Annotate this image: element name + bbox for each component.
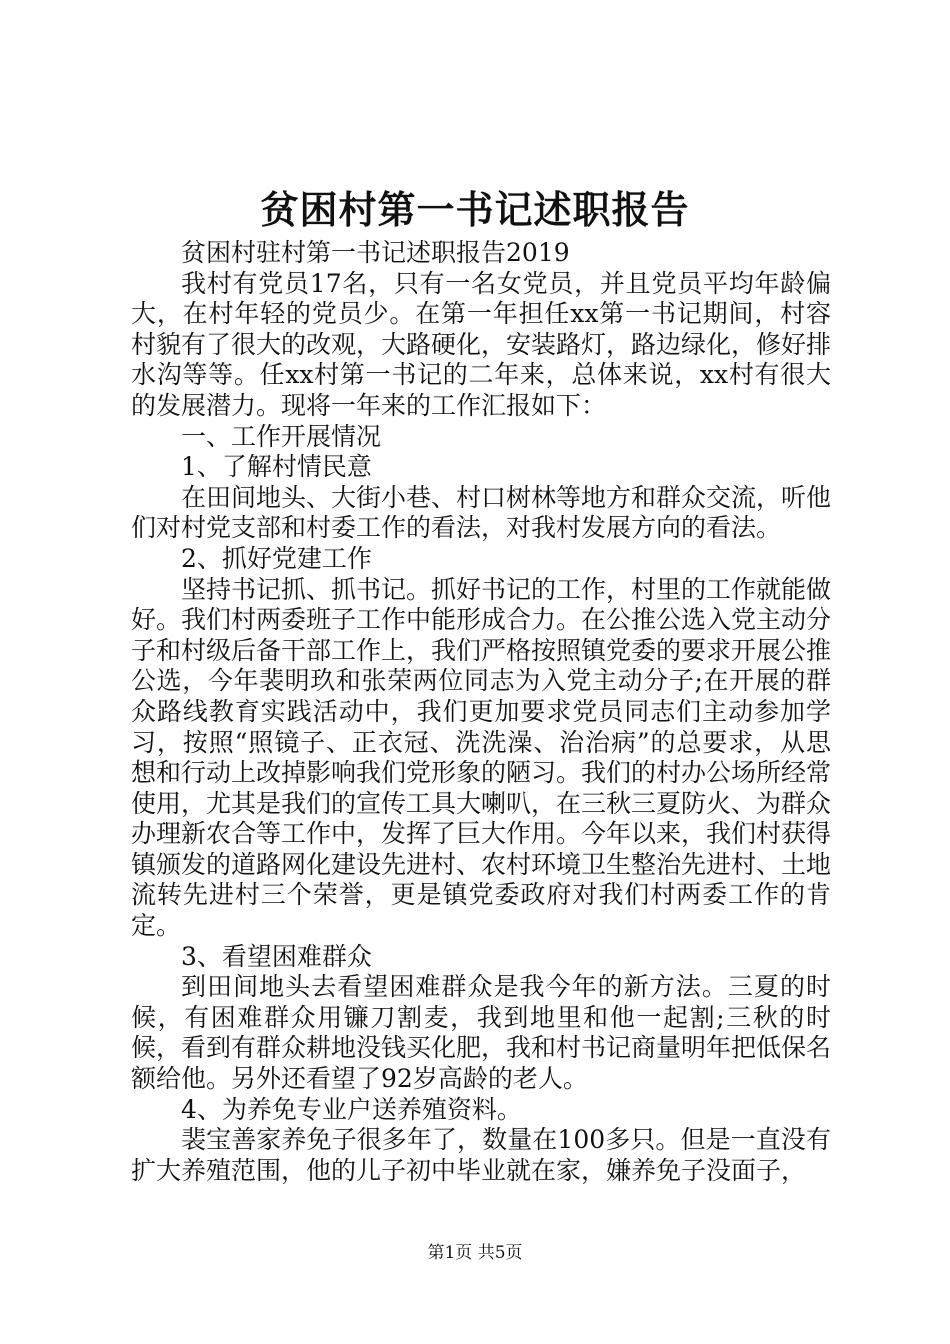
document-body	[131, 238, 831, 1186]
paragraph-village-conditions: 在田间地头、大街小巷、村口树林等地方和群众交流，听他们对村党支部和村委工作的看法，对我村发展方向的看法。	[131, 482, 832, 543]
paragraph-rabbit-farming: 裴宝善家养免子很多年了，数量在100多只。但是一直没有扩大养殖范围，他的儿子初中毕业就在家，嫌养免子没面子，	[131, 1125, 831, 1185]
subheading-party-building: 2、抓好党建工作	[181, 543, 372, 573]
subheading-visit-needy: 3、看望困难群众	[181, 941, 372, 971]
page-indicator: 第1页 共5页	[427, 1243, 523, 1263]
paragraph-report-subtitle: 贫困村驻村第一书记述职报告2019	[181, 238, 570, 267]
subheading-rabbit-farming: 4、为养免专业户送养殖资料。	[181, 1094, 522, 1124]
subheading-village-conditions: 1、了解村情民意	[181, 452, 372, 482]
paragraph-party-building: 坚持书记抓、抓书记。抓好书记的工作，村里的工作就能做好。我们村两委班子工作中能形成合力。在公推公选入党主动分子和村级后备干部工作上，我们严格按照镇党委的要求开展公推公选，今年裴明玖和张荣两位同志为入党主动分子;在开展的群众路线教育实践活动中，我们更加要求党员同志们主动参加学习，按照“照镜子、正衣冠、洗洗澡、治治病”的总要求，从思想和行动上改掉影响我们党形象的陋习。我们的村办公场所经常使用，尤其是我们的宣传工具大喇叭，在三秋三夏防火、为群众办理新农合等工作中，发挥了巨大作用。今年以来，我们村获得镇颁发的道路网化建设先进村、农村环境卫生整治先进村、土地流转先进村三个荣誉，更是镇党委政府对我们村两委工作的肯定。	[131, 574, 832, 941]
paragraph-visit-needy: 到田间地头去看望困难群众是我今年的新方法。三夏的时候，有困难群众用镰刀割麦，我到地里和他一起割;三秋的时候，看到有群众耕地没钱买化肥，我和村书记商量明年把低保名额给他。另外还看望了92岁高龄的老人。	[131, 972, 832, 1094]
section-heading-work-status: 一、工作开展情况	[181, 421, 382, 451]
paragraph-introduction: 我村有党员17名，只有一名女党员，并且党员平均年龄偏大，在村年轻的党员少。在第一年担任xx第一书记期间，村容村貌有了很大的改观，大路硬化，安装路灯，路边绿化，修好排水沟等等。任xx村第一书记的二年来，总体来说，xx村有很大的发展潜力。现将一年来的工作汇报如下：	[131, 268, 832, 420]
document-title: 贫困村第一书记述职报告	[260, 187, 690, 232]
